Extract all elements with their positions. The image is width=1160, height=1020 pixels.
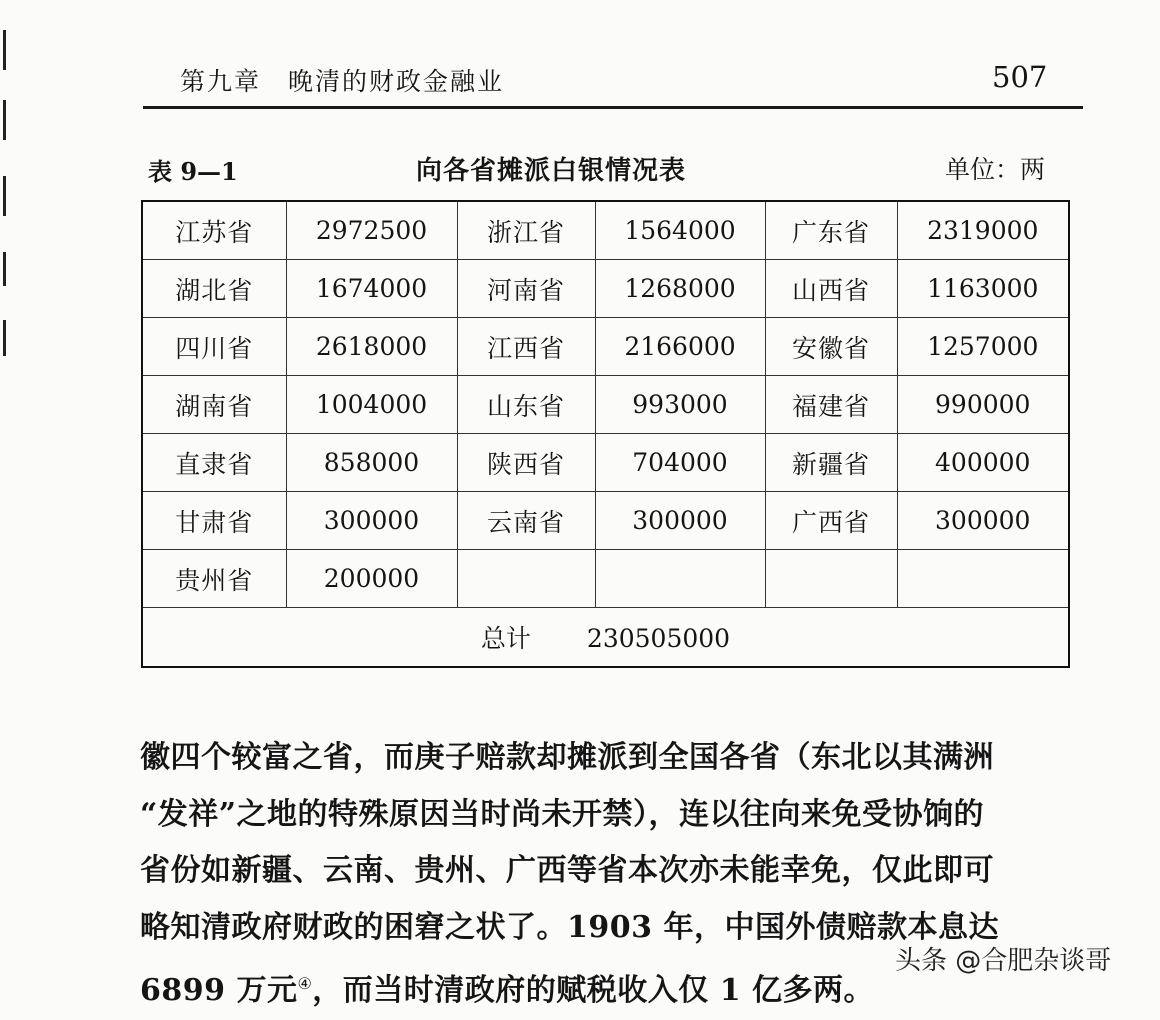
amount-cell: 300000 [286, 492, 457, 550]
margin-mark [3, 320, 6, 356]
amount-cell: 990000 [897, 376, 1069, 434]
margin-mark [3, 30, 6, 70]
amount-cell: 704000 [595, 434, 765, 492]
table-row [142, 260, 1069, 318]
body-line-start: 6899 万元 [140, 973, 298, 1008]
amount-cell: 300000 [595, 492, 765, 550]
province-cell: 广西省 [765, 492, 897, 550]
province-cell: 安徽省 [765, 318, 897, 376]
margin-mark [3, 252, 6, 286]
margin-mark [3, 176, 6, 216]
province-cell: 湖南省 [142, 376, 286, 434]
province-cell: 直隶省 [142, 434, 286, 492]
watermark: 头条 @合肥杂谈哥 [895, 946, 1112, 976]
table-title: 向各省摊派白银情况表 [416, 156, 687, 186]
amount-cell [595, 550, 765, 608]
table-row [142, 318, 1069, 376]
province-cell: 河南省 [457, 260, 595, 318]
amount-cell: 2319000 [897, 201, 1069, 260]
province-cell: 江西省 [457, 318, 595, 376]
body-line: “发祥”之地的特殊原因当时尚未开禁），连以往向来免受协饷的 [140, 796, 985, 832]
amount-cell: 1268000 [595, 260, 765, 318]
amount-cell: 2618000 [286, 318, 457, 376]
body-line: 略知清政府财政的困窘之状了。1903 年，中国外债赔款本息达 [140, 909, 999, 945]
amount-cell: 200000 [286, 550, 457, 608]
table-row [142, 434, 1069, 492]
table-row [142, 201, 1069, 260]
table-unit: 单位：两 [945, 155, 1046, 184]
amount-cell: 1163000 [897, 260, 1069, 318]
province-cell: 云南省 [457, 492, 595, 550]
allocation-table [141, 200, 1070, 668]
province-cell: 浙江省 [457, 201, 595, 260]
province-cell: 福建省 [765, 376, 897, 434]
table-row [142, 550, 1069, 608]
header-rule [143, 106, 1083, 109]
table-row [142, 376, 1069, 434]
amount-cell: 2972500 [286, 201, 457, 260]
body-line: 省份如新疆、云南、贵州、广西等省本次亦未能幸免，仅此即可 [140, 853, 994, 888]
amount-cell: 1674000 [286, 260, 457, 318]
table-row [142, 492, 1069, 550]
total-label: 总计 [480, 624, 531, 653]
amount-cell: 400000 [897, 434, 1069, 492]
province-cell: 山东省 [457, 376, 595, 434]
province-cell: 四川省 [142, 318, 286, 376]
province-cell: 江苏省 [142, 201, 286, 260]
margin-mark [3, 100, 6, 140]
province-cell [765, 550, 897, 608]
province-cell: 新疆省 [765, 434, 897, 492]
body-line: 徽四个较富之省，而庚子赔款却摊派到全国各省（东北以其满洲 [140, 740, 994, 775]
table-label: 表 9—1 [148, 157, 238, 186]
footnote-marker[interactable]: ④ [297, 974, 313, 993]
amount-cell: 300000 [897, 492, 1069, 550]
total-cell [142, 608, 1069, 668]
province-cell: 甘肃省 [142, 492, 286, 550]
province-cell: 陕西省 [457, 434, 595, 492]
amount-cell: 993000 [595, 376, 765, 434]
total-value: 230505000 [586, 624, 731, 653]
province-cell: 贵州省 [142, 550, 286, 608]
province-cell [457, 550, 595, 608]
amount-cell: 1257000 [897, 318, 1069, 376]
table-body [142, 201, 1069, 667]
total-row [142, 608, 1069, 668]
province-cell: 山西省 [765, 260, 897, 318]
amount-cell: 1004000 [286, 376, 457, 434]
running-head: 第九章 晚清的财政金融业 [180, 67, 505, 96]
body-line-end: ，而当时清政府的赋税收入仅 1 亿多两。 [312, 973, 875, 1008]
province-cell: 广东省 [765, 201, 897, 260]
province-cell: 湖北省 [142, 260, 286, 318]
amount-cell [897, 550, 1069, 608]
amount-cell: 2166000 [595, 318, 765, 376]
amount-cell: 1564000 [595, 201, 765, 260]
page-number: 507 [992, 60, 1048, 94]
amount-cell: 858000 [286, 434, 457, 492]
